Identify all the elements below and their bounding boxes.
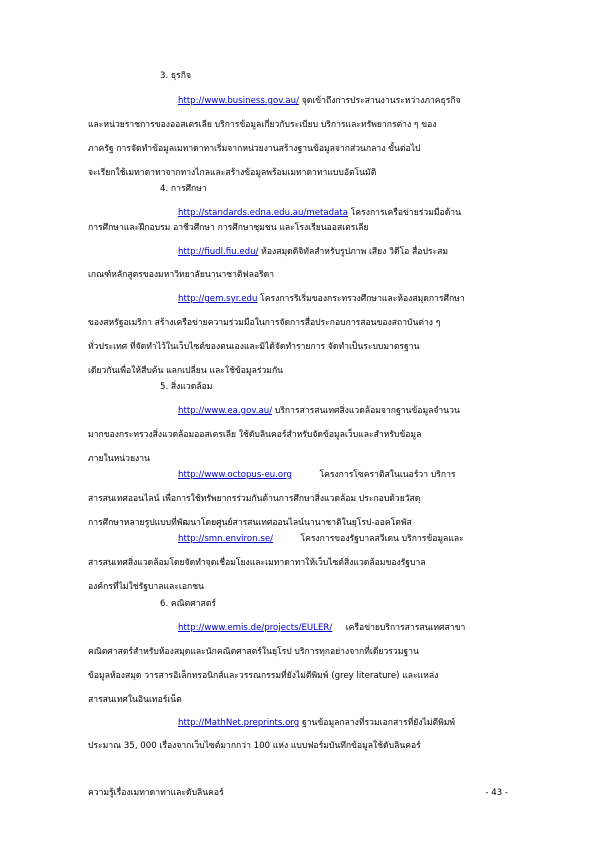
link-octopus-eu[interactable]: http://www.octopus-eu.org: [178, 470, 293, 480]
footer-title: ความรู้เรื่องเมทาดาทาและดับลินคอร์: [88, 788, 224, 798]
entry-text: โครงการริเริ่มของกระทรวงศึกษาและห้องสมุดการศึกษา: [260, 294, 465, 304]
paragraph-line: [178, 470, 456, 481]
link-smn-environ[interactable]: http://smn.environ.se/: [178, 534, 274, 544]
paragraph-line: [178, 534, 464, 545]
section-heading-business: 3. ธุรกิจ: [160, 71, 192, 81]
paragraph-line: ข้อมูลห้องสมุด วารสารอิเล็กทรอนิกส์และวรรณกรรมที่ยังไม่ตีพิมพ์ (grey literature) และแหล่ง: [88, 671, 439, 681]
paragraph-line: จะเรียกใช้เมทาดาทาจากทางไกลและสร้างข้อมูลพร้อมเมทาดาทาแบบอัตโนมัติ: [88, 168, 377, 178]
paragraph-line: [178, 208, 461, 219]
paragraph-line: [178, 623, 465, 634]
section-heading-environment: 5. สิ่งแวดล้อม: [160, 382, 213, 392]
paragraph-line: [178, 406, 460, 417]
paragraph-line: ของสหรัฐอเมริกา สร้างเครือข่ายความร่วมมือในการจัดการสื่อประกอบการสอนของสถาบันต่าง ๆ: [88, 318, 441, 328]
entry-text: โครงการเครือข่ายร่วมมือด้าน: [350, 208, 461, 218]
link-business-gov-au[interactable]: http://www.business.gov.au/: [178, 96, 300, 106]
paragraph-line: และหน่วยราชการของออสเตรเลีย บริการข้อมูลเกี่ยวกับระเบียบ บริการและทรัพยากรต่าง ๆ ของ: [88, 120, 437, 130]
paragraph-line: เกณฑ์หลักสูตรของมหาวิทยาลัยนานาชาติฟลอริดา: [88, 270, 275, 280]
link-emis-euler[interactable]: http://www.emis.de/projects/EULER/: [178, 623, 333, 633]
paragraph-line: [178, 96, 461, 107]
paragraph-line: [178, 294, 465, 305]
entry-text: บริการสารสนเทศสิ่งแวดล้อมจากฐานข้อมูลจำนวน: [274, 406, 460, 416]
page-number: - 43 -: [485, 788, 508, 798]
entry-text: โครงการโซคราติสในเนอร์วา บริการ: [319, 470, 456, 480]
paragraph-line: สารสนเทศออนไลน์ เพื่อการใช้ทรัพยากรร่วมกันด้านการศึกษาสิ่งแวดล้อม ประกอบด้วยวัสดุ: [88, 494, 421, 504]
entry-text: ฐานข้อมูลกลางที่รวมเอกสารที่ยังไม่ตีพิมพ์: [301, 718, 456, 728]
entry-text: จุดเข้าถึงการประสานงานระหว่างภาคธุรกิจ: [301, 96, 461, 106]
paragraph-line: ภายในหน่วยงาน: [88, 454, 150, 464]
paragraph-line: ทั่วประเทศ ที่จัดทำไว้ในเว็บไซต์ของตนเองและมิได้จัดทำรายการ จัดทำเป็นระบบมาตรฐาน: [88, 342, 420, 352]
link-ea-gov-au[interactable]: http://www.ea.gov.au/: [178, 406, 273, 416]
paragraph-line: สารสนเทศในอินเทอร์เน็ต: [88, 695, 182, 705]
paragraph-line: สารสนเทศสิ่งแวดล้อมโดยจัดทำจุดเชื่อมโยงและเมทาดาทาให้เว็บไซต์สิ่งแวดล้อมของรัฐบาล: [88, 558, 426, 568]
section-heading-education: 4. การศึกษา: [160, 184, 207, 194]
entry-text: โครงการของรัฐบาลสวีเดน บริการข้อมูลและ: [300, 534, 464, 544]
paragraph-line: ประมาณ 35, 000 เรื่องจากเว็บไซต์มากกว่า 100 แห่ง แบบฟอร์มบันทึกข้อมูลใช้ดับลินคอร์: [88, 741, 421, 751]
paragraph-line: [178, 718, 455, 729]
entry-text: เครือข่ายบริการสารสนเทศสาขา: [345, 623, 466, 633]
link-fiudl[interactable]: http://fiudl.fiu.edu/: [178, 247, 259, 257]
paragraph-line: การศึกษาหลายรูปแบบที่พัฒนาโดยศูนย์สารสนเทศออนไลน์นานาชาติในยุโรป-ออคโตพัส: [88, 518, 412, 528]
paragraph-line: เดียวกันเพื่อให้สืบค้น แลกเปลี่ยน และใช้ข้อมูลร่วมกัน: [88, 366, 284, 376]
link-mathnet-preprints[interactable]: http://MathNet.preprints.org: [178, 718, 300, 728]
paragraph-line: ภาครัฐ การจัดทำข้อมูลเมทาดาทาเริ่มจากหน่วยงานสร้างฐานข้อมูลจากส่วนกลาง ขั้นต่อไป: [88, 144, 421, 154]
link-standards-edna[interactable]: http://standards.edna.edu.au/metadata: [178, 208, 349, 218]
paragraph-line: การศึกษาและฝึกอบรม อาชีวศึกษา การศึกษาชุมชน และโรงเรียนออสเตรเลีย: [88, 223, 369, 233]
entry-text: ห้องสมุดดิจิทัลสำหรับรูปภาพ เสียง วิดีโอ สื่อประสม: [261, 247, 449, 257]
link-gem-syr[interactable]: http://gem.syr.edu: [178, 294, 258, 304]
paragraph-line: คณิตศาสตร์สำหรับห้องสมุดและนักคณิตศาสตร์ในยุโรป บริการทุกอย่างจากที่เดียวรวมฐาน: [88, 647, 419, 657]
paragraph-line: [178, 247, 448, 258]
section-heading-math: 6. คณิตศาสตร์: [160, 599, 216, 609]
paragraph-line: องค์กรที่ไม่ใช่รัฐบาลและเอกชน: [88, 582, 204, 592]
paragraph-line: มากของกระทรวงสิ่งแวดล้อมออสเตรเลีย ใช้ดับลินคอร์สำหรับจัดข้อมูลเว็บและสำหรับข้อมูล: [88, 430, 422, 440]
